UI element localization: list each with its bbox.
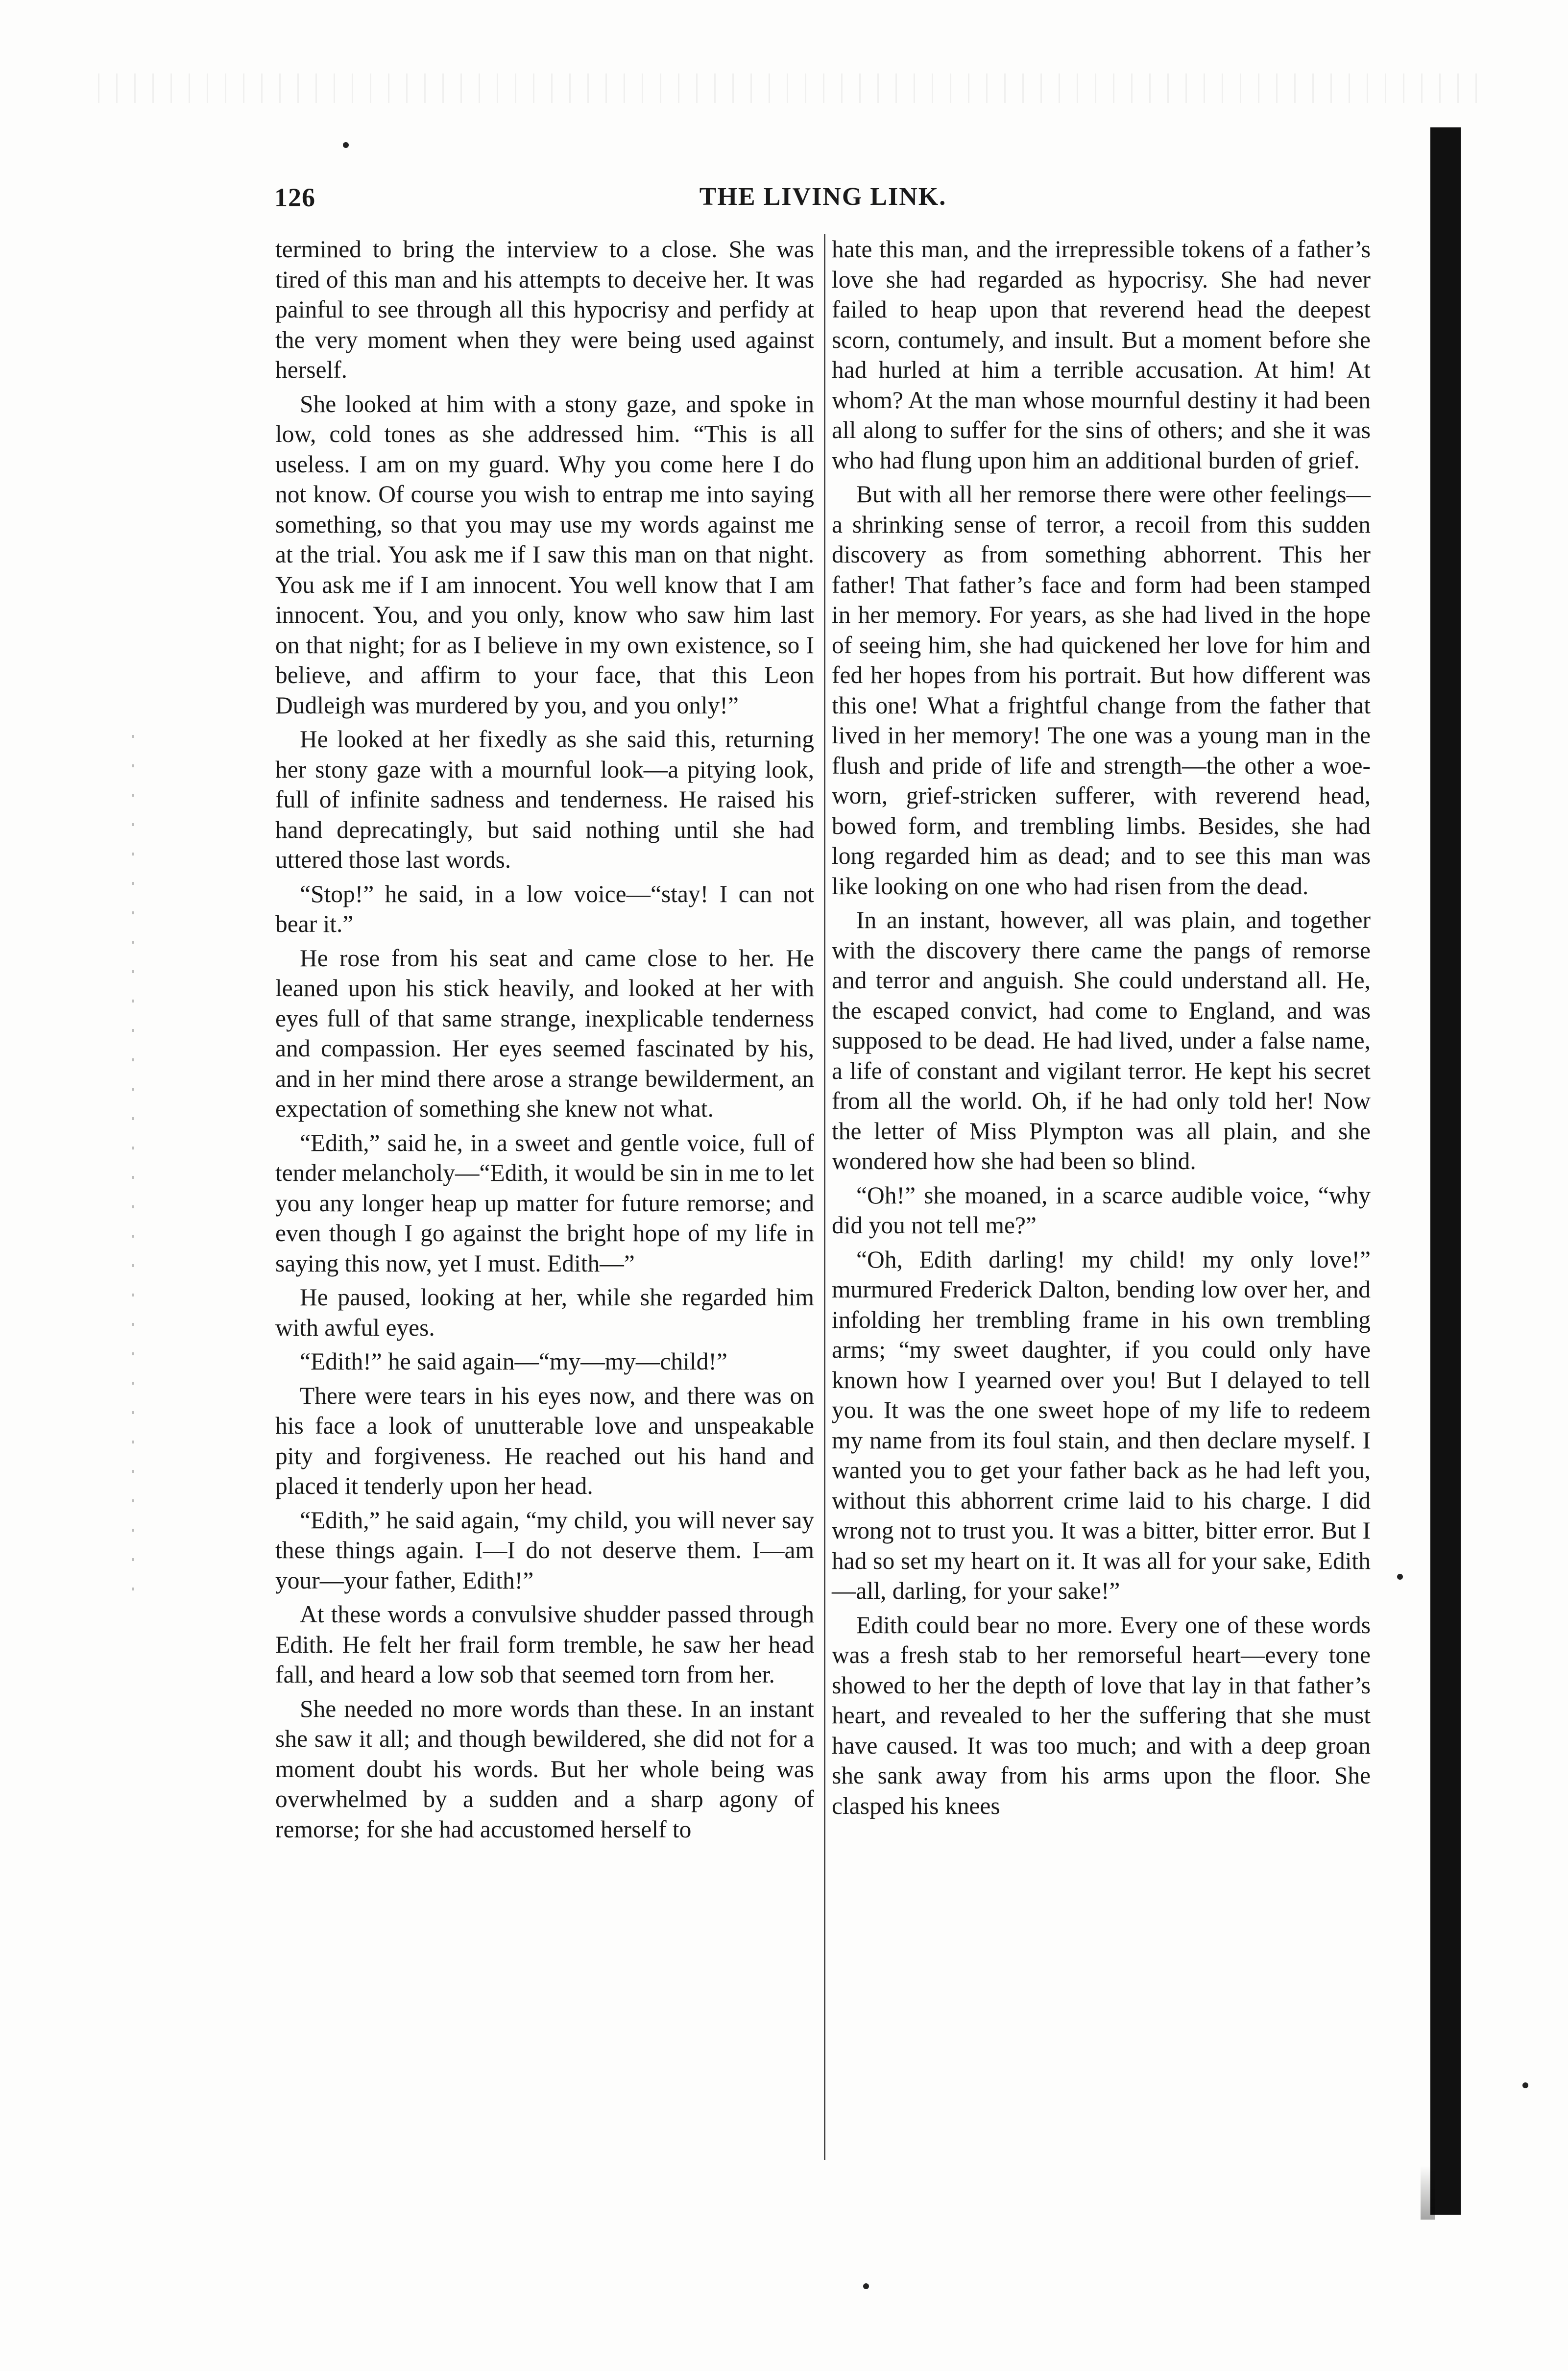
paragraph: He rose from his seat and came close to her. He leaned upon his stick heavily, and looked at her with eyes full of that same strange, inexplicable tenderness and compassion. Her eyes seemed fascinated by his, and in her mind there arose a strange bewilderment, an expectation of something she knew not what. (275, 944, 814, 1122)
binding-shadow (1430, 127, 1461, 2215)
paragraph: termined to bring the interview to a close. She was tired of this man and his attempts to deceive her. It was painful to see through all this hypocrisy and perfidy at the very moment when they were being used against herself. (275, 236, 814, 383)
left-column (275, 234, 814, 1848)
binding-shadow-tail (1421, 2166, 1435, 2220)
paragraph: “Stop!” he said, in a low voice—“stay! I can not bear it.” (275, 880, 814, 937)
right-column (832, 234, 1371, 1825)
paragraph: He paused, looking at her, while she regarded him with awful eyes. (275, 1284, 814, 1341)
paragraph: He looked at her fixedly as she said this, returning her stony gaze with a mournful look—a pitying look, full of infinite sadness and tenderness. He raised his hand deprecatingly, but said nothing until she had uttered those last words. (275, 726, 814, 873)
margin-dot (343, 142, 349, 148)
paragraph: She looked at him with a stony gaze, and spoke in low, cold tones as she addressed him. “This is all useless. I am on my guard. Why you come here I do not know. Of course you wish to entrap me into saying something, so that you may use my words against me at the trial. You ask me if I saw this man on that night. You ask me if I am innocent. You well know that I am innocent. You, and you only, know who saw him last on that night; for as I believe in my own existence, so I believe, and affirm to your face, that this Leon Dudleigh was murdered by you, and you only!” (275, 390, 814, 719)
paragraph: hate this man, and the irrepressible tokens of a father’s love she had regarded as hypocrisy. She had never failed to heap upon that reverend head the deepest scorn, contumely, and insult. But a moment before she had hurled at him a terrible accusation. At him! At whom? At the man whose mournful destiny it had been all along to suffer for the sins of others; and she it was who had flung upon him an additional burden of grief. (832, 236, 1371, 474)
page-number: 126 (274, 183, 315, 212)
margin-dot (1522, 2082, 1528, 2088)
paragraph: Edith could bear no more. Every one of these words was a fresh stab to her remorseful heart—every tone showed to her the depth of love that lay in that father’s heart, and revealed to her the suffering that she must have caused. It was too much; and with a deep groan she sank away from his arms upon the floor. She clasped his knees (832, 1611, 1371, 1819)
paragraph: But with all her remorse there were other feelings—a shrinking sense of terror, a recoil from this sudden discovery as from something abhorrent. This her father! That father’s face and form had been stamped in her memory. For years, as she had lived in the hope of seeing him, she had quickened her love for him and fed her hopes from his portrait. But how different was this one! What a frightful change from the father that lived in her memory! The one was a young man in the flush and pride of life and strength—the other a woe-worn, grief-stricken sufferer, with reverend head, bowed form, and trembling limbs. Besides, she had long regarded him as dead; and to see this man was like looking on one who had risen from the dead. (832, 481, 1371, 900)
paragraph: There were tears in his eyes now, and there was on his face a look of unutterable love and unspeakable pity and forgiveness. He reached out his hand and placed it tenderly upon her head. (275, 1382, 814, 1499)
margin-dashes (132, 735, 134, 1617)
margin-dot (863, 2283, 869, 2289)
paragraph: “Edith,” he said again, “my child, you will never say these things again. I—I do not deserve them. I—am your—your father, Edith!” (275, 1506, 814, 1594)
page-header (274, 182, 1372, 226)
paragraph: “Edith!” he said again—“my—my—child!” (300, 1348, 727, 1375)
paragraph: “Oh, Edith darling! my child! my only love!” murmured Frederick Dalton, bending low over her, and infolding her trembling frame in his own trembling arms; “my sweet daughter, if you could only have known how I yearned over you! But I delayed to tell you. It was the one sweet hope of my life to redeem my name from its foul stain, and then declare myself. I wanted you to get your father back as he had left you, without this abhorrent crime laid to his charge. I did wrong not to trust you. It was a bitter, bitter error. But I had so set my heart on it. It was all for your sake, Edith—all, darling, for your sake!” (832, 1246, 1371, 1604)
paragraph: At these words a convulsive shudder passed through Edith. He felt her frail form tremble, he saw her head fall, and heard a low sob that seemed torn from her. (275, 1601, 814, 1688)
paragraph: “Oh!” she moaned, in a scarce audible voice, “why did you not tell me?” (832, 1181, 1371, 1239)
column-divider (824, 234, 825, 2160)
top-edge-speckle (98, 73, 1479, 103)
paragraph: In an instant, however, all was plain, and together with the discovery there came the pangs of remorse and terror and anguish. She could understand all. He, the escaped convict, had come to England, and was supposed to be dead. He had lived, under a false name, a life of constant and vigilant terror. He kept his secret from all the world. Oh, if he had only told her! Now the letter of Miss Plympton was all plain, and she wondered how she had been so blind. (832, 906, 1371, 1174)
margin-dot (1397, 1574, 1403, 1580)
paragraph: “Edith,” said he, in a sweet and gentle voice, full of tender melancholy—“Edith, it would be sin in me to let you any longer heap up matter for future remorse; and even though I go against the bright hope of my life in saying this now, yet I must. Edith—” (275, 1129, 814, 1277)
paragraph: She needed no more words than these. In an instant she saw it all; and though bewildered, she did not for a moment doubt his words. But her whole being was overwhelmed by a sudden and a sharp agony of remorse; for she had accustomed herself to (275, 1695, 814, 1843)
running-title: THE LIVING LINK. (699, 183, 947, 211)
